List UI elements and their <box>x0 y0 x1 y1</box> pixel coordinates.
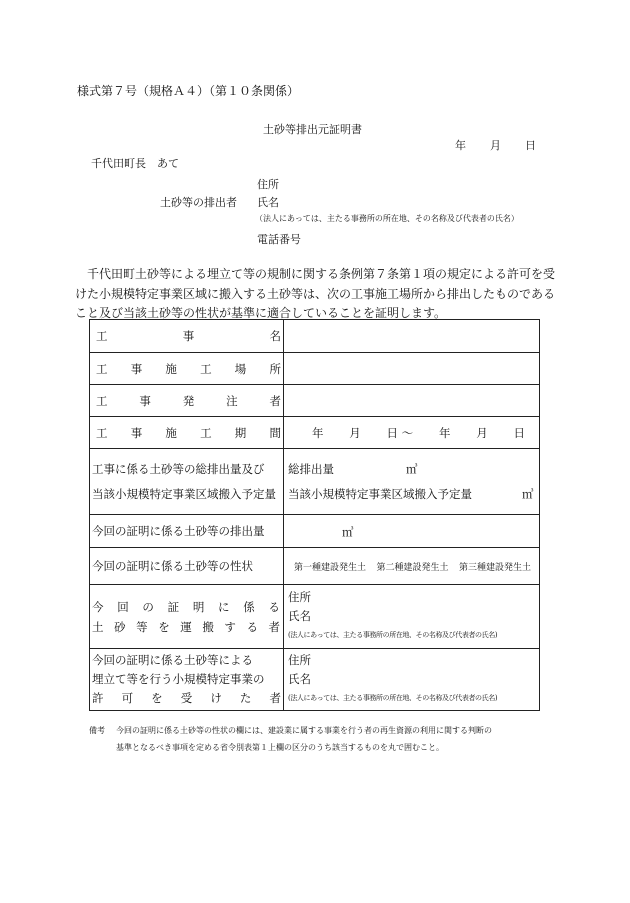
issuer-phone-label: 電話番号 <box>257 233 301 246</box>
value-construction-name[interactable] <box>284 320 540 353</box>
label-permit-holder: 今回の証明に係る土砂等による 埋立て等を行う小規模特定事業の 許 可 を 受 け た 者 <box>90 649 284 711</box>
value-permit-holder[interactable] <box>284 649 540 711</box>
certificate-table <box>89 319 540 711</box>
remarks-line-2: 基準となるべき事項を定める省令別表第１上欄の区分のうち該当するものを丸で囲むこと。 <box>116 743 444 752</box>
property-option-1[interactable]: 第一種建設発生土 <box>294 562 367 573</box>
planned-amount-label: 当該小規模特定事業区域搬入予定量 <box>288 486 472 501</box>
transporter-corp-note: (法人にあっては、主たる事務所の所在地、その名称及び代表者の氏名) <box>288 631 498 639</box>
row-construction-name <box>90 320 540 353</box>
total-amount-label: 総排出量 <box>288 461 334 476</box>
value-construction-site[interactable] <box>284 353 540 385</box>
remarks-label: 備考 <box>89 726 105 735</box>
body-line: 千代田町土砂等による埋立て等の規制に関する条例第７条第１項の規定による許可を受 <box>75 267 556 281</box>
value-period[interactable]: 年 月 日 〜 年 月 日 <box>284 417 540 449</box>
property-option-3[interactable]: 第三種建設発生土 <box>458 562 531 573</box>
label-period: 工 事 施 工 期 間 <box>90 417 284 449</box>
cubic-meter-unit: ㎥ <box>522 486 534 501</box>
value-this-property[interactable] <box>284 548 540 585</box>
row-transporter <box>90 585 540 649</box>
issuer-name-label: 氏名 <box>257 196 279 209</box>
form-number: 様式第７号（規格Ａ４）（第１０条関係） <box>77 84 300 98</box>
issuer-role: 土砂等の排出者 <box>160 196 237 209</box>
row-this-amount <box>90 515 540 548</box>
date-month-label: 月 <box>490 139 501 152</box>
row-period <box>90 417 540 449</box>
label-this-property: 今回の証明に係る土砂等の性状 <box>90 548 284 585</box>
date-year-label: 年 <box>455 139 466 152</box>
body-line: けた小規模特定事業区域に搬入する土砂等は、次の工事施工場所から排出したものである <box>75 287 556 301</box>
label-total-amount: 工事に係る土砂等の総排出量及び 当該小規模特定事業区域搬入予定量 <box>90 449 284 515</box>
value-this-amount[interactable] <box>284 515 540 548</box>
issuer-corp-note: （法人にあっては、主たる事務所の所在地、その名称及び代表者の氏名） <box>255 214 519 223</box>
body-line: こと及び当該土砂等の性状が基準に適合していることを証明します。 <box>75 306 447 320</box>
row-permit-holder <box>90 649 540 711</box>
row-client <box>90 385 540 417</box>
label-construction-site: 工 事 施 工 場 所 <box>90 353 284 385</box>
value-transporter[interactable] <box>284 585 540 649</box>
value-client[interactable] <box>284 385 540 417</box>
label-construction-name: 工 事 名 <box>90 320 284 353</box>
permit-holder-corp-note: (法人にあっては、主たる事務所の所在地、その名称及び代表者の氏名) <box>288 694 498 702</box>
date-day-label: 日 <box>525 139 536 152</box>
permit-holder-name-label: 氏名 <box>288 672 311 686</box>
cubic-meter-unit: ㎥ <box>406 461 418 476</box>
label-client: 工 事 発 注 者 <box>90 385 284 417</box>
transporter-address-label: 住所 <box>288 590 311 604</box>
row-total-amount <box>90 449 540 515</box>
cubic-meter-unit: ㎥ <box>342 525 354 539</box>
remarks-line-1: 今回の証明に係る土砂等の性状の欄には、建設業に属する事業を行う者の再生資源の利用に関する判断の <box>116 726 492 735</box>
row-construction-site <box>90 353 540 385</box>
value-total-amount[interactable] <box>284 449 540 515</box>
label-this-amount: 今回の証明に係る土砂等の排出量 <box>90 515 284 548</box>
page-title: 土砂等排出元証明書 <box>263 123 362 136</box>
row-this-property <box>90 548 540 585</box>
issuer-address-label: 住所 <box>257 178 279 191</box>
transporter-name-label: 氏名 <box>288 609 311 623</box>
addressee: 千代田町長 あて <box>91 157 179 170</box>
label-transporter: 今 回 の 証 明 に 係 る 土 砂 等 を 運 搬 す る 者 <box>90 585 284 649</box>
property-option-2[interactable]: 第二種建設発生土 <box>376 562 449 573</box>
permit-holder-address-label: 住所 <box>288 653 311 667</box>
